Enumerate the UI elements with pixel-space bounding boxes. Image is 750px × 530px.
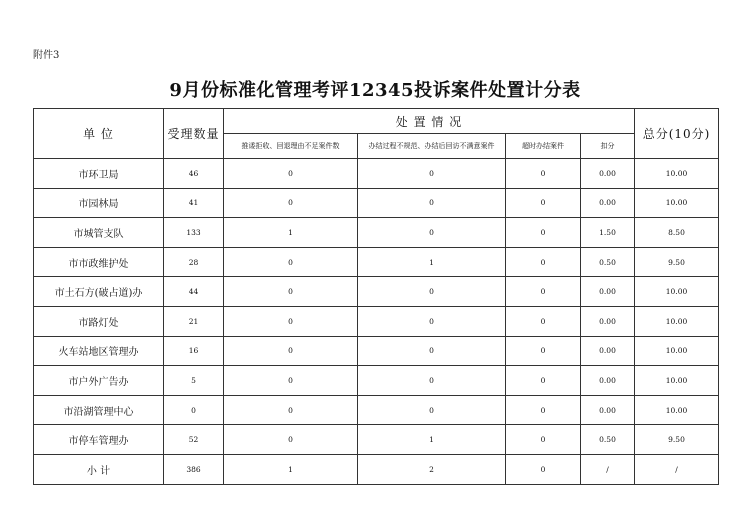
total-score-cell: 10.00 — [635, 366, 719, 396]
irregular-count-cell: 1 — [358, 247, 506, 277]
refusal-count-cell: 0 — [224, 306, 358, 336]
total-score-cell: 10.00 — [635, 159, 719, 189]
deduction-cell: 0.00 — [581, 336, 635, 366]
total-score-cell: 10.00 — [635, 395, 719, 425]
table-row — [34, 188, 719, 218]
overdue-count-cell: 0 — [506, 336, 581, 366]
irregular-count-cell: 0 — [358, 218, 506, 248]
accepted-cell: 52 — [164, 425, 224, 455]
total-score-cell: 8.50 — [635, 218, 719, 248]
table-row — [34, 395, 719, 425]
refusal-count-cell: 0 — [224, 277, 358, 307]
unit-cell: 市环卫局 — [34, 159, 164, 189]
irregular-count-cell: 1 — [358, 425, 506, 455]
irregular-count-cell: 0 — [358, 159, 506, 189]
deduction-cell: 1.50 — [581, 218, 635, 248]
unit-cell: 市土石方(破占道)办 — [34, 277, 164, 307]
table-row — [34, 366, 719, 396]
accepted-cell: 16 — [164, 336, 224, 366]
deduction-cell: 0.00 — [581, 366, 635, 396]
header-total: 总分(10分) — [635, 109, 719, 159]
refusal-count-cell: 0 — [224, 188, 358, 218]
irregular-count-cell: 0 — [358, 366, 506, 396]
accepted-cell: 28 — [164, 247, 224, 277]
table-body — [34, 159, 719, 485]
deduction-cell: 0.50 — [581, 425, 635, 455]
unit-cell: 市城管支队 — [34, 218, 164, 248]
table-row — [34, 277, 719, 307]
table-row — [34, 425, 719, 455]
table-row — [34, 159, 719, 189]
irregular-count-cell: 0 — [358, 188, 506, 218]
accepted-cell: 21 — [164, 306, 224, 336]
unit-cell: 市户外广告办 — [34, 366, 164, 396]
irregular-count-cell: 0 — [358, 306, 506, 336]
table-row — [34, 336, 719, 366]
total-score-cell: 10.00 — [635, 306, 719, 336]
total-score-cell: 9.50 — [635, 425, 719, 455]
refusal-count-cell: 0 — [224, 336, 358, 366]
refusal-count-cell: 1 — [224, 218, 358, 248]
accepted-cell: 44 — [164, 277, 224, 307]
header-handling: 处 置 情 况 — [224, 109, 635, 134]
header-unit: 单 位 — [34, 109, 164, 159]
accepted-cell: 133 — [164, 218, 224, 248]
accepted-cell: 46 — [164, 159, 224, 189]
accepted-cell: 386 — [164, 454, 224, 484]
overdue-count-cell: 0 — [506, 188, 581, 218]
overdue-count-cell: 0 — [506, 218, 581, 248]
deduction-cell: 0.00 — [581, 306, 635, 336]
table-row — [34, 218, 719, 248]
unit-cell: 火车站地区管理办 — [34, 336, 164, 366]
score-table — [33, 108, 719, 485]
deduction-cell: 0.00 — [581, 188, 635, 218]
deduction-cell: 0.50 — [581, 247, 635, 277]
overdue-count-cell: 0 — [506, 425, 581, 455]
total-score-cell: 10.00 — [635, 188, 719, 218]
refusal-count-cell: 1 — [224, 454, 358, 484]
header-sub-refusal: 推诿拒收、回退理由不足案件数 — [224, 134, 358, 159]
table-row — [34, 247, 719, 277]
unit-cell: 市路灯处 — [34, 306, 164, 336]
header-accepted: 受理数量 — [164, 109, 224, 159]
refusal-count-cell: 0 — [224, 247, 358, 277]
irregular-count-cell: 0 — [358, 395, 506, 425]
refusal-count-cell: 0 — [224, 395, 358, 425]
overdue-count-cell: 0 — [506, 247, 581, 277]
total-score-cell: 9.50 — [635, 247, 719, 277]
table-row — [34, 306, 719, 336]
deduction-cell: / — [581, 454, 635, 484]
refusal-count-cell: 0 — [224, 366, 358, 396]
deduction-cell: 0.00 — [581, 395, 635, 425]
header-sub-deduction: 扣分 — [581, 134, 635, 159]
total-score-cell: 10.00 — [635, 336, 719, 366]
refusal-count-cell: 0 — [224, 159, 358, 189]
unit-cell: 小 计 — [34, 454, 164, 484]
overdue-count-cell: 0 — [506, 454, 581, 484]
accepted-cell: 0 — [164, 395, 224, 425]
accepted-cell: 5 — [164, 366, 224, 396]
total-score-cell: 10.00 — [635, 277, 719, 307]
deduction-cell: 0.00 — [581, 159, 635, 189]
overdue-count-cell: 0 — [506, 159, 581, 189]
unit-cell: 市市政维护处 — [34, 247, 164, 277]
page-title: 9月份标准化管理考评12345投诉案件处置计分表 — [169, 80, 581, 101]
header-sub-overdue: 超时办结案件 — [506, 134, 581, 159]
overdue-count-cell: 0 — [506, 277, 581, 307]
irregular-count-cell: 0 — [358, 336, 506, 366]
unit-cell: 市沿湖管理中心 — [34, 395, 164, 425]
irregular-count-cell: 0 — [358, 277, 506, 307]
header-row-1 — [34, 109, 719, 134]
refusal-count-cell: 0 — [224, 425, 358, 455]
irregular-count-cell: 2 — [358, 454, 506, 484]
overdue-count-cell: 0 — [506, 395, 581, 425]
header-sub-irregular: 办结过程不规范、办结后回访不满意案件 — [358, 134, 506, 159]
overdue-count-cell: 0 — [506, 366, 581, 396]
total-score-cell: / — [635, 454, 719, 484]
subtotal-row — [34, 454, 719, 484]
overdue-count-cell: 0 — [506, 306, 581, 336]
unit-cell: 市停车管理办 — [34, 425, 164, 455]
accepted-cell: 41 — [164, 188, 224, 218]
unit-cell: 市园林局 — [34, 188, 164, 218]
deduction-cell: 0.00 — [581, 277, 635, 307]
attachment-label: 附件3 — [33, 50, 60, 61]
